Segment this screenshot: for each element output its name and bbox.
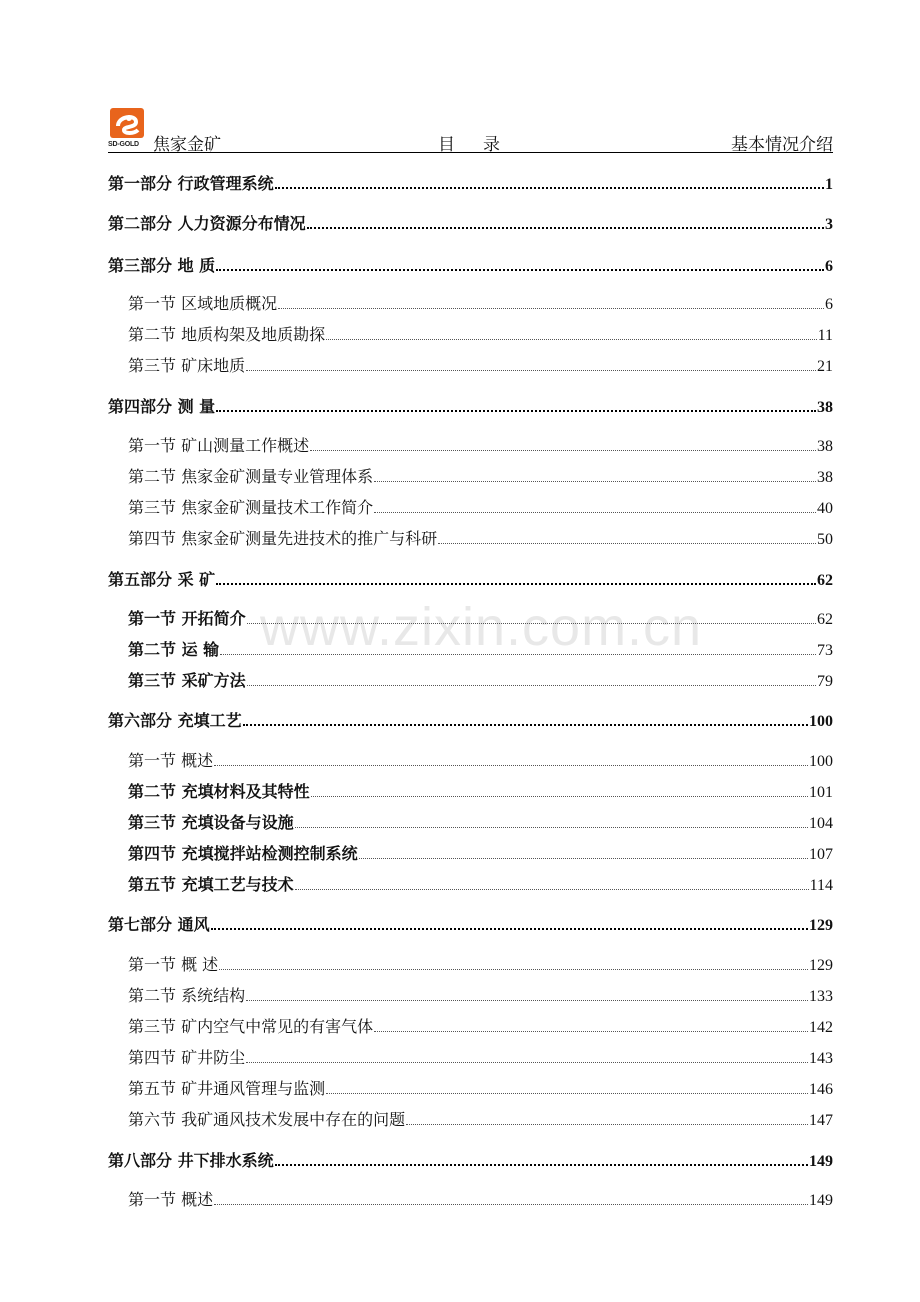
- toc-page-number: 3: [825, 216, 833, 233]
- dot-leader: [211, 927, 808, 930]
- toc-page-number: 6: [825, 296, 833, 313]
- toc-page-number: 38: [817, 399, 833, 416]
- toc-entry-label: 第五节 矿井通风管理与监测: [128, 1079, 326, 1098]
- toc-section-entry[interactable]: [108, 321, 833, 345]
- toc-section-entry[interactable]: [108, 982, 833, 1006]
- dot-leader: [214, 1203, 808, 1205]
- toc-page-number: 6: [825, 258, 833, 275]
- toc-page-number: 129: [809, 917, 833, 934]
- toc-section-entry[interactable]: [108, 1186, 833, 1210]
- toc-entry-label: 第三节 焦家金矿测量技术工作简介: [128, 498, 374, 517]
- toc-page-number: 114: [809, 877, 833, 894]
- dot-leader: [214, 764, 808, 766]
- toc-page-number: 143: [809, 1050, 833, 1067]
- toc-entry-label: 第一节 开拓简介: [128, 609, 246, 628]
- toc-part-entry[interactable]: [108, 210, 833, 234]
- toc-entry-label: 第三节 充填设备与设施: [128, 813, 294, 832]
- dot-leader: [307, 226, 824, 229]
- toc-page-number: 1: [825, 176, 833, 193]
- toc-section-entry[interactable]: [108, 463, 833, 487]
- toc-page-number: 21: [817, 358, 833, 375]
- toc-entry-label: 第二节 焦家金矿测量专业管理体系: [128, 467, 374, 486]
- dot-leader: [438, 542, 816, 544]
- toc-entry-label: 第六节 我矿通风技术发展中存在的问题: [128, 1110, 406, 1129]
- dot-leader: [246, 369, 816, 371]
- toc-section-entry[interactable]: [108, 1075, 833, 1099]
- dot-leader: [216, 268, 824, 271]
- toc-part-entry[interactable]: [108, 170, 833, 194]
- dot-leader: [374, 511, 816, 513]
- dot-leader: [295, 888, 809, 890]
- toc-page-number: 149: [809, 1153, 833, 1170]
- toc-section-entry[interactable]: [108, 605, 833, 629]
- dot-leader: [311, 795, 808, 797]
- toc-page-number: 149: [809, 1192, 833, 1209]
- toc-entry-label: 第一部分 行政管理系统: [108, 174, 274, 193]
- dot-leader: [326, 338, 817, 340]
- dot-leader: [216, 409, 816, 412]
- toc-entry-label: 第七部分 通风: [108, 915, 210, 934]
- toc-entry-label: 第五节 充填工艺与技术: [128, 875, 294, 894]
- toc-page-number: 146: [809, 1081, 833, 1098]
- toc-page-number: 101: [809, 784, 833, 801]
- toc-entry-label: 第一节 概 述: [128, 955, 219, 974]
- toc-part-entry[interactable]: [108, 1147, 833, 1171]
- toc-page-number: 104: [809, 815, 833, 832]
- dot-leader: [247, 622, 816, 624]
- toc-section-entry[interactable]: [108, 1044, 833, 1068]
- toc-section-entry[interactable]: [108, 747, 833, 771]
- toc-entry-label: 第五部分 采 矿: [108, 570, 216, 589]
- toc-page-number: 107: [809, 846, 833, 863]
- dot-leader: [247, 684, 816, 686]
- toc-section-entry[interactable]: [108, 809, 833, 833]
- toc-section-entry[interactable]: [108, 667, 833, 691]
- toc-section-entry[interactable]: [108, 494, 833, 518]
- toc-entry-label: 第三部分 地 质: [108, 256, 216, 275]
- dot-leader: [359, 857, 808, 859]
- toc-entry-label: 第二节 充填材料及其特性: [128, 782, 310, 801]
- dot-leader: [243, 723, 808, 726]
- toc-page-number: 38: [817, 469, 833, 486]
- toc-part-entry[interactable]: [108, 566, 833, 590]
- dot-leader: [216, 582, 816, 585]
- toc-entry-label: 第四节 焦家金矿测量先进技术的推广与科研: [128, 529, 438, 548]
- toc-page-number: 142: [809, 1019, 833, 1036]
- toc-entry-label: 第六部分 充填工艺: [108, 711, 242, 730]
- toc-page-number: 62: [817, 611, 833, 628]
- dot-leader: [278, 307, 824, 309]
- toc-entry-label: 第二节 地质构架及地质勘探: [128, 325, 326, 344]
- dot-leader: [374, 1030, 808, 1032]
- dot-leader: [220, 653, 816, 655]
- header-title: 目录: [438, 135, 528, 155]
- toc-section-entry[interactable]: [108, 871, 833, 895]
- toc-entry-label: 第二节 运 输: [128, 640, 220, 659]
- toc-page-number: 129: [809, 957, 833, 974]
- toc-section-entry[interactable]: [108, 636, 833, 660]
- dot-leader: [246, 999, 808, 1001]
- dot-leader: [406, 1123, 808, 1125]
- toc-entry-label: 第八部分 井下排水系统: [108, 1151, 274, 1170]
- dot-leader: [295, 826, 808, 828]
- toc-entry-label: 第一节 概述: [128, 751, 214, 770]
- dot-leader: [326, 1092, 808, 1094]
- toc-entry-label: 第四部分 测 量: [108, 397, 216, 416]
- toc-section-entry[interactable]: [108, 432, 833, 456]
- toc-entry-label: 第二节 系统结构: [128, 986, 246, 1005]
- dot-leader: [374, 480, 816, 482]
- toc-page-number: 100: [809, 713, 833, 730]
- toc-section-entry[interactable]: [108, 525, 833, 549]
- toc-entry-label: 第三节 采矿方法: [128, 671, 246, 690]
- dot-leader: [275, 1163, 808, 1166]
- toc-section-entry[interactable]: [108, 840, 833, 864]
- toc-section-entry[interactable]: [108, 352, 833, 376]
- toc-page-number: 11: [817, 327, 833, 344]
- toc-part-entry[interactable]: [108, 252, 833, 276]
- toc-part-entry[interactable]: [108, 393, 833, 417]
- toc-entry-label: 第三节 矿床地质: [128, 356, 246, 375]
- toc-section-entry[interactable]: [108, 290, 833, 314]
- dot-leader: [219, 968, 808, 970]
- header-section: 基本情况介绍: [731, 135, 833, 155]
- toc-entry-label: 第二部分 人力资源分布情况: [108, 214, 306, 233]
- toc-entry-label: 第一节 概述: [128, 1190, 214, 1209]
- toc-page-number: 38: [817, 438, 833, 455]
- toc-part-entry[interactable]: [108, 707, 833, 731]
- toc-entry-label: 第一节 区域地质概况: [128, 294, 278, 313]
- toc-page-number: 147: [809, 1112, 833, 1129]
- logo-text: SD-GOLD: [108, 141, 139, 148]
- toc-page-number: 40: [817, 500, 833, 517]
- toc-page-number: 100: [809, 753, 833, 770]
- toc-page-number: 79: [817, 673, 833, 690]
- page-header: [108, 106, 833, 153]
- toc-page-number: 50: [817, 531, 833, 548]
- toc-entry-label: 第三节 矿内空气中常见的有害气体: [128, 1017, 374, 1036]
- toc-page-number: 133: [809, 988, 833, 1005]
- toc-page-number: 73: [817, 642, 833, 659]
- toc-page-number: 62: [817, 572, 833, 589]
- toc-section-entry[interactable]: [108, 778, 833, 802]
- toc-entry-label: 第四节 矿井防尘: [128, 1048, 246, 1067]
- dot-leader: [246, 1061, 808, 1063]
- toc-entry-label: 第四节 充填搅拌站检测控制系统: [128, 844, 358, 863]
- toc-section-entry[interactable]: [108, 1013, 833, 1037]
- toc-part-entry[interactable]: [108, 911, 833, 935]
- watermark: www.zixin.com.cn: [260, 597, 703, 657]
- dot-leader: [310, 449, 816, 451]
- header-company: 焦家金矿: [153, 135, 221, 155]
- toc-section-entry[interactable]: [108, 951, 833, 975]
- toc-entry-label: 第一节 矿山测量工作概述: [128, 436, 310, 455]
- toc-section-entry[interactable]: [108, 1106, 833, 1130]
- dot-leader: [275, 186, 824, 189]
